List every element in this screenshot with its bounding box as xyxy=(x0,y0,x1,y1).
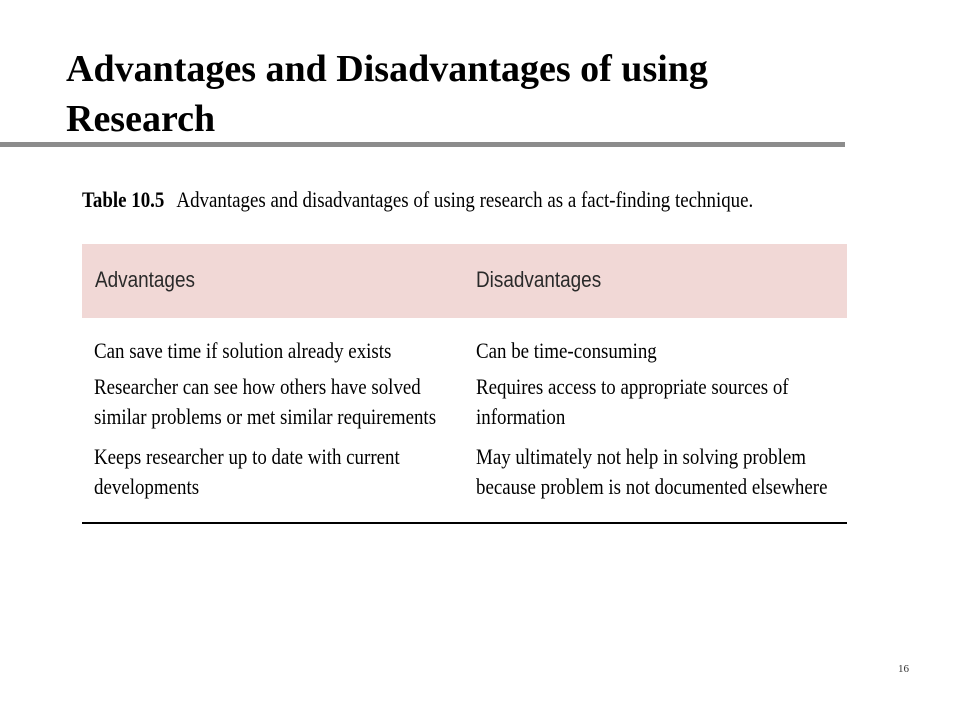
slide-title: Advantages and Disadvantages of using Research xyxy=(66,48,708,140)
table-bottom-rule xyxy=(82,522,847,524)
column-header-disadvantages: Disadvantages xyxy=(476,267,602,292)
title-underline-divider xyxy=(0,142,845,147)
column-header-advantages: Advantages xyxy=(95,267,195,292)
table-cell-disadvantage-3: May ultimately not help in solving problem because problem is not documented elsewhere xyxy=(476,444,828,499)
page-number: 16 xyxy=(898,663,909,675)
table-cell-disadvantage-2: Requires access to appropriate sources of information xyxy=(476,374,789,429)
table-cell-advantage-1: Can save time if solution already exists xyxy=(94,338,392,363)
table-cell-advantage-2: Researcher can see how others have solved similar problems or met similar requirements xyxy=(94,374,437,429)
table-header-row xyxy=(82,244,847,318)
table-cell-disadvantage-1: Can be time-consuming xyxy=(476,338,657,363)
table-cell-advantage-3: Keeps researcher up to date with current developments xyxy=(94,444,400,499)
table-caption xyxy=(82,185,753,215)
table-caption-number: Table 10.5 xyxy=(82,187,165,212)
table-caption-text: Advantages and disadvantages of using research as a fact-finding technique. xyxy=(176,187,754,212)
